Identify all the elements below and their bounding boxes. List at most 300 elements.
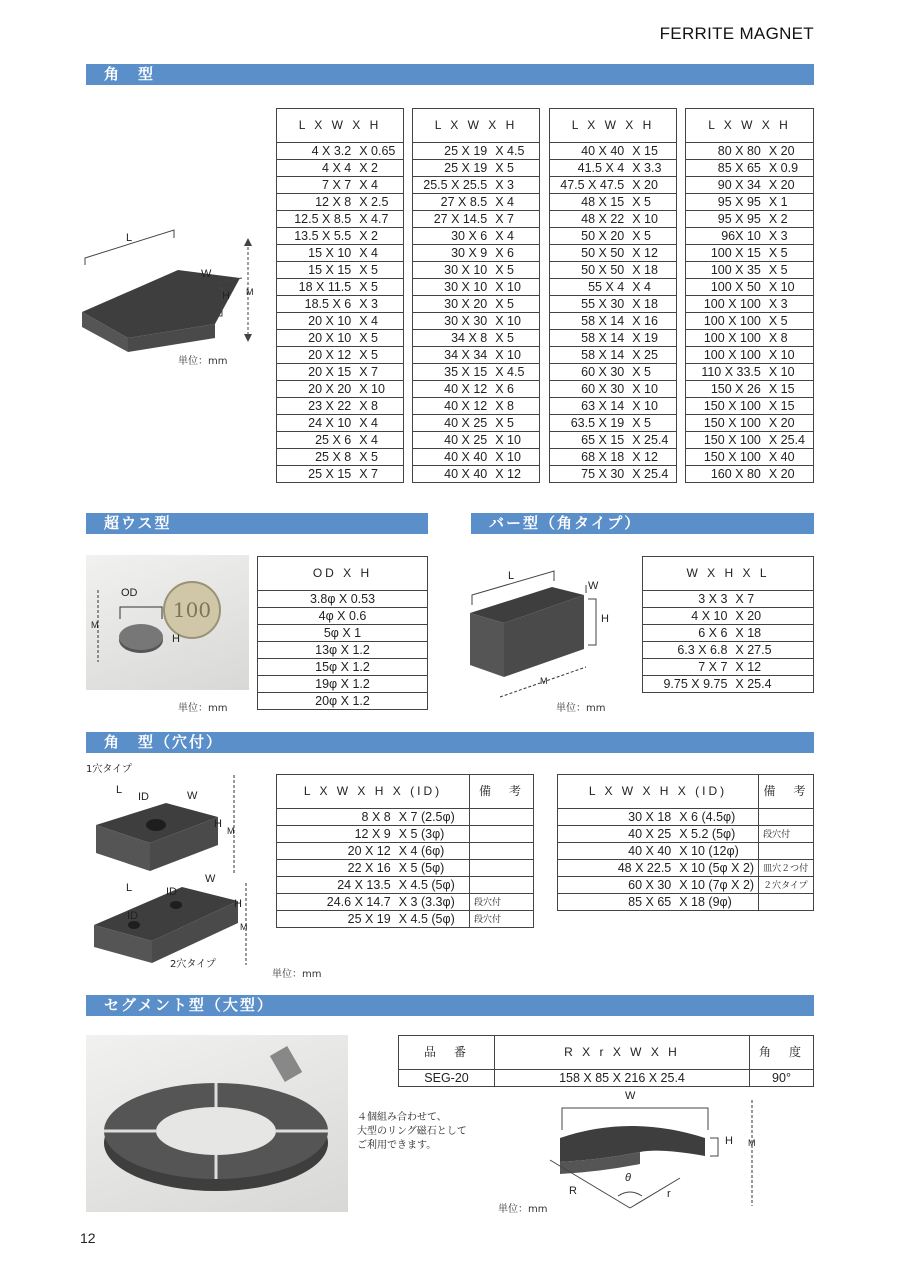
size-cell: 3.8φ X 0.53: [258, 591, 428, 608]
table-row: [686, 347, 814, 364]
size-cell: 58 X 14: [550, 313, 629, 330]
table-header-row: [258, 557, 428, 591]
dim-label-id: ID: [127, 910, 138, 922]
size-cell: 25 X 6: [277, 432, 356, 449]
size-cell: X 4.7: [355, 211, 403, 228]
type1-label: 1穴タイプ: [86, 764, 132, 775]
table-row: [686, 262, 814, 279]
size-cell: X 10: [491, 449, 539, 466]
table-row: [277, 262, 404, 279]
size-cell: X 5 (3φ): [395, 826, 470, 843]
size-cell: 150 X 100: [686, 449, 765, 466]
size-cell: X 12: [628, 245, 676, 262]
table-header-row: [277, 775, 534, 809]
dim-label-m: M: [540, 676, 548, 686]
table-row: [643, 659, 814, 676]
table-row: [550, 211, 677, 228]
table-row: [550, 381, 677, 398]
hole-icon: [128, 921, 140, 929]
dim-label-h: H: [234, 898, 242, 910]
size-cell: X 5: [628, 228, 676, 245]
table-row: [686, 160, 814, 177]
size-cell: 100 X 100: [686, 347, 765, 364]
size-cell: 150 X 100: [686, 432, 765, 449]
size-cell: 95 X 95: [686, 211, 765, 228]
table-row: [558, 860, 814, 877]
size-cell: X 3.3: [628, 160, 676, 177]
size-cell: X 27.5: [731, 642, 813, 659]
table-row: [277, 364, 404, 381]
size-cell: 20 X 20: [277, 381, 356, 398]
size-cell: 13.5 X 5.5: [277, 228, 356, 245]
table-row: [413, 449, 540, 466]
table-header: L X W X H: [277, 109, 404, 143]
hole-icon: [146, 819, 166, 831]
table-row: [686, 245, 814, 262]
size-cell: X 5: [355, 262, 403, 279]
table-row: [643, 625, 814, 642]
table-row: [550, 194, 677, 211]
size-cell: X 7 (2.5φ): [395, 809, 470, 826]
size-cell: X 18 (9φ): [675, 894, 758, 911]
unit-label: 単位：mm: [498, 1204, 548, 1215]
table-row: [277, 843, 534, 860]
size-cell: 100 X 100: [686, 296, 765, 313]
size-cell: 27 X 14.5: [413, 211, 492, 228]
unit-label: 単位：mm: [272, 969, 322, 980]
table-row: [277, 296, 404, 313]
size-cell: 6 X 6: [643, 625, 732, 642]
size-cell: X 4: [491, 194, 539, 211]
table-row: [277, 228, 404, 245]
size-cell: 47.5 X 47.5: [550, 177, 629, 194]
dim-label-m: M: [227, 826, 235, 836]
size-cell: X 5: [491, 296, 539, 313]
table-row: [643, 676, 814, 693]
dim-line-h: [588, 599, 596, 645]
bar-front-face: [470, 613, 504, 677]
size-cell: 60 X 30: [558, 877, 676, 894]
table-row: [413, 160, 540, 177]
table-header: L X W X H X (ID): [277, 775, 470, 809]
table-row: [686, 398, 814, 415]
size-cell: X 15: [765, 398, 814, 415]
table-row: [686, 330, 814, 347]
size-cell: 15φ X 1.2: [258, 659, 428, 676]
table-row: [686, 194, 814, 211]
table-row: [686, 415, 814, 432]
size-cell: 25 X 8: [277, 449, 356, 466]
dim-label-w: W: [588, 580, 599, 592]
size-cell: 12.5 X 8.5: [277, 211, 356, 228]
table-row: [550, 143, 677, 160]
size-cell: X 5.2 (5φ): [675, 826, 758, 843]
size-cell: 48 X 15: [550, 194, 629, 211]
size-cell: X 4.5: [491, 364, 539, 381]
size-cell: SEG-20: [399, 1070, 495, 1087]
segment-photo: [86, 1035, 348, 1212]
size-cell: 23 X 22: [277, 398, 356, 415]
size-cell: X 5: [628, 194, 676, 211]
ring-hole: [156, 1107, 276, 1155]
size-cell: X 25.4: [628, 432, 676, 449]
size-cell: X 6: [491, 245, 539, 262]
size-cell: X 20: [628, 177, 676, 194]
table-row: [686, 466, 814, 483]
size-cell: X 10: [628, 381, 676, 398]
size-cell: X 4: [355, 245, 403, 262]
table-row: [413, 415, 540, 432]
size-cell: 55 X 30: [550, 296, 629, 313]
table-row: [550, 177, 677, 194]
size-cell: 95 X 95: [686, 194, 765, 211]
dim-label-w: W: [187, 790, 198, 802]
size-cell: 150 X 100: [686, 415, 765, 432]
table-header-row: [643, 557, 814, 591]
table-row: [413, 143, 540, 160]
size-cell: X 25.4: [765, 432, 814, 449]
section-title-kaku: 角 型: [86, 64, 814, 85]
size-cell: X 5 (5φ): [395, 860, 470, 877]
table-row: [558, 843, 814, 860]
dim-label-h: H: [172, 633, 180, 645]
table-row: [277, 860, 534, 877]
size-cell: 3 X 3: [643, 591, 732, 608]
size-cell: 20 X 15: [277, 364, 356, 381]
table-row: [550, 296, 677, 313]
unit-label: 単位：mm: [178, 703, 228, 714]
size-cell: X 3: [765, 296, 814, 313]
size-cell: 24 X 13.5: [277, 877, 395, 894]
size-cell: X 5: [628, 364, 676, 381]
size-cell: 25.5 X 25.5: [413, 177, 492, 194]
table-row: [277, 432, 404, 449]
table-row: [686, 279, 814, 296]
size-cell: X 10: [355, 381, 403, 398]
note-cell: 段穴付: [470, 894, 534, 911]
table-row: [413, 381, 540, 398]
size-cell: X 5: [355, 279, 403, 296]
table-row: [558, 826, 814, 843]
size-cell: 100 X 15: [686, 245, 765, 262]
dim-label-od: OD: [121, 587, 138, 599]
size-cell: 20 X 10: [277, 313, 356, 330]
size-cell: X 12: [491, 466, 539, 483]
size-cell: X 5: [355, 347, 403, 364]
size-cell: 30 X 9: [413, 245, 492, 262]
size-cell: 5φ X 1: [258, 625, 428, 642]
size-cell: 30 X 10: [413, 279, 492, 296]
note-cell: ２穴タイプ: [759, 877, 814, 894]
size-cell: 85 X 65: [686, 160, 765, 177]
table-header-row: [277, 109, 404, 143]
table-row: [686, 177, 814, 194]
dim-label-l: L: [508, 570, 515, 582]
table-header: 角 度: [750, 1036, 814, 1070]
table-row: [413, 330, 540, 347]
table-header-row: [558, 775, 814, 809]
size-cell: X 2: [765, 211, 814, 228]
size-cell: X 10 (12φ): [675, 843, 758, 860]
size-cell: X 10: [765, 347, 814, 364]
size-cell: 75 X 30: [550, 466, 629, 483]
dim-line-od: [120, 607, 162, 619]
table-row: [413, 194, 540, 211]
table-row: [258, 693, 428, 710]
size-cell: 25 X 19: [277, 911, 395, 928]
size-cell: 4 X 10: [643, 608, 732, 625]
size-cell: X 4: [491, 228, 539, 245]
segment-diagram: [540, 1100, 770, 1215]
size-cell: 65 X 15: [550, 432, 629, 449]
size-cell: 58 X 14: [550, 347, 629, 364]
size-cell: 50 X 50: [550, 245, 629, 262]
table-header: L X W X H: [686, 109, 814, 143]
size-cell: 40 X 12: [413, 398, 492, 415]
size-cell: X 10: [491, 313, 539, 330]
segment-note-1: ４個組み合わせて、: [357, 1112, 447, 1123]
size-cell: X 18: [628, 262, 676, 279]
size-cell: X 20: [765, 415, 814, 432]
size-cell: 6.3 X 6.8: [643, 642, 732, 659]
size-cell: 15 X 10: [277, 245, 356, 262]
size-cell: X 19: [628, 330, 676, 347]
table-header: OD X H: [258, 557, 428, 591]
size-cell: 48 X 22: [550, 211, 629, 228]
dim-label-h: H: [601, 613, 609, 625]
size-table-bar: [642, 556, 814, 693]
segment-note-3: ご利用できます。: [357, 1140, 437, 1151]
size-cell: 80 X 80: [686, 143, 765, 160]
size-cell: X 4: [355, 415, 403, 432]
page-number: 12: [80, 1230, 96, 1246]
table-row: [686, 228, 814, 245]
size-cell: X 2: [355, 160, 403, 177]
table-row: [413, 245, 540, 262]
size-cell: 50 X 50: [550, 262, 629, 279]
size-cell: 63.5 X 19: [550, 415, 629, 432]
size-cell: 7 X 7: [643, 659, 732, 676]
dim-label-h: H: [222, 290, 230, 302]
size-cell: X 4.5 (5φ): [395, 911, 470, 928]
size-cell: X 4: [355, 177, 403, 194]
size-cell: X 25.4: [628, 466, 676, 483]
table-row: [413, 262, 540, 279]
size-cell: X 10 (7φ X 2): [675, 877, 758, 894]
size-cell: 100 X 50: [686, 279, 765, 296]
table-row: [643, 608, 814, 625]
table-row: [550, 228, 677, 245]
size-cell: 8 X 8: [277, 809, 395, 826]
size-cell: 160 X 80: [686, 466, 765, 483]
table-row: [550, 449, 677, 466]
table-row: [686, 449, 814, 466]
size-cell: 110 X 33.5: [686, 364, 765, 381]
table-row: [550, 347, 677, 364]
size-cell: 4 X 3.2: [277, 143, 356, 160]
caliper-image: [270, 1046, 302, 1082]
size-cell: 20 X 12: [277, 843, 395, 860]
size-cell: 158 X 85 X 216 X 25.4: [495, 1070, 750, 1087]
size-cell: 50 X 20: [550, 228, 629, 245]
size-cell: X 4 (6φ): [395, 843, 470, 860]
table-row: [258, 608, 428, 625]
table-header-row: [686, 109, 814, 143]
dim-label-id: ID: [166, 886, 177, 898]
size-cell: 60 X 30: [550, 381, 629, 398]
unit-label: 単位：mm: [556, 703, 606, 714]
table-row: [413, 296, 540, 313]
size-cell: 68 X 18: [550, 449, 629, 466]
arrow-down-icon: [244, 334, 252, 342]
size-cell: 4 X 4: [277, 160, 356, 177]
table-row: [277, 211, 404, 228]
size-cell: 48 X 22.5: [558, 860, 676, 877]
table-row: [258, 642, 428, 659]
dim-label-w: W: [625, 1090, 636, 1102]
size-cell: X 5: [765, 262, 814, 279]
dim-line-h: [710, 1138, 718, 1156]
note-cell: [470, 860, 534, 877]
unit-label: 単位：mm: [178, 356, 228, 367]
size-cell: 22 X 16: [277, 860, 395, 877]
size-cell: 30 X 20: [413, 296, 492, 313]
table-row: [413, 279, 540, 296]
size-cell: 25 X 19: [413, 160, 492, 177]
table-row: [277, 415, 404, 432]
size-cell: X 7: [355, 364, 403, 381]
size-cell: X 10: [628, 211, 676, 228]
size-cell: 55 X 4: [550, 279, 629, 296]
size-cell: 24 X 10: [277, 415, 356, 432]
table-header: L X W X H: [550, 109, 677, 143]
size-cell: 25 X 19: [413, 143, 492, 160]
table-row: [277, 313, 404, 330]
table-row: [277, 809, 534, 826]
size-cell: 41.5 X 4: [550, 160, 629, 177]
dim-label-m: M: [246, 287, 254, 297]
size-cell: X 4: [355, 313, 403, 330]
size-cell: 15 X 15: [277, 262, 356, 279]
note-cell: 段穴付: [470, 911, 534, 928]
size-cell: 12 X 8: [277, 194, 356, 211]
table-row: [413, 398, 540, 415]
table-header: W X H X L: [643, 557, 814, 591]
size-cell: X 10: [491, 347, 539, 364]
size-cell: 30 X 18: [558, 809, 676, 826]
size-cell: 58 X 14: [550, 330, 629, 347]
size-table-kaku-4: [685, 108, 814, 483]
size-cell: X 0.9: [765, 160, 814, 177]
size-cell: X 3: [765, 228, 814, 245]
size-cell: X 10: [491, 432, 539, 449]
table-row: [277, 160, 404, 177]
size-cell: 63 X 14: [550, 398, 629, 415]
size-cell: X 20: [765, 177, 814, 194]
table-row: [277, 177, 404, 194]
note-cell: [470, 826, 534, 843]
table-row: [277, 398, 404, 415]
size-cell: 20φ X 1.2: [258, 693, 428, 710]
dim-label-m: M: [748, 1138, 756, 1148]
section-title-chousu: 超ウス型: [86, 513, 428, 534]
table-row: [277, 911, 534, 928]
table-row: [277, 894, 534, 911]
table-row: [277, 245, 404, 262]
size-cell: X 3: [491, 177, 539, 194]
dim-label-w: W: [205, 873, 216, 885]
table-row: [277, 330, 404, 347]
size-cell: 12 X 9: [277, 826, 395, 843]
size-cell: 25 X 15: [277, 466, 356, 483]
size-cell: X 0.65: [355, 143, 403, 160]
table-row: [550, 245, 677, 262]
arrow-up-icon: [244, 238, 252, 246]
dim-label-l: L: [126, 232, 133, 244]
table-row: [277, 466, 404, 483]
size-cell: X 25: [628, 347, 676, 364]
table-header: 品 番: [399, 1036, 495, 1070]
note-cell: 皿穴２つ付: [759, 860, 814, 877]
size-cell: X 5: [765, 313, 814, 330]
size-cell: X 12: [731, 659, 813, 676]
table-row: [550, 313, 677, 330]
size-cell: X 5: [491, 160, 539, 177]
table-header-row: [413, 109, 540, 143]
size-cell: 96X 10: [686, 228, 765, 245]
size-table-kaku-1: [276, 108, 404, 483]
size-cell: X 7: [355, 466, 403, 483]
table-row: [258, 591, 428, 608]
document-title: FERRITE MAGNET: [659, 24, 814, 43]
note-cell: [759, 894, 814, 911]
size-cell: X 4: [355, 432, 403, 449]
note-cell: [470, 843, 534, 860]
size-cell: 40 X 40: [413, 466, 492, 483]
dim-label-h: H: [214, 818, 222, 830]
table-row: [413, 211, 540, 228]
size-table-chousu: [257, 556, 428, 710]
size-cell: 100 X 35: [686, 262, 765, 279]
dim-label-m: M: [91, 620, 99, 630]
size-cell: X 5: [628, 415, 676, 432]
size-cell: X 5: [355, 449, 403, 466]
note-header: 備 考: [759, 775, 814, 809]
size-table-hole-1: [276, 774, 534, 928]
size-cell: 150 X 26: [686, 381, 765, 398]
size-cell: X 15: [628, 143, 676, 160]
table-row: [258, 676, 428, 693]
size-cell: 19φ X 1.2: [258, 676, 428, 693]
size-cell: X 1: [765, 194, 814, 211]
table-row: [413, 228, 540, 245]
table-row: [550, 330, 677, 347]
table-row: [277, 381, 404, 398]
size-cell: X 18: [731, 625, 813, 642]
dim-label-l: L: [116, 784, 123, 796]
angle-label: θ: [625, 1172, 631, 1184]
size-cell: 24.6 X 14.7: [277, 894, 395, 911]
size-cell: 30 X 30: [413, 313, 492, 330]
table-row: [643, 591, 814, 608]
size-cell: X 3: [355, 296, 403, 313]
thin-magnet-photo: [86, 555, 249, 690]
table-row: [686, 381, 814, 398]
size-cell: X 15: [765, 381, 814, 398]
hole-icon: [170, 901, 182, 909]
dim-label-r: R: [569, 1185, 577, 1197]
size-cell: X 4: [628, 279, 676, 296]
